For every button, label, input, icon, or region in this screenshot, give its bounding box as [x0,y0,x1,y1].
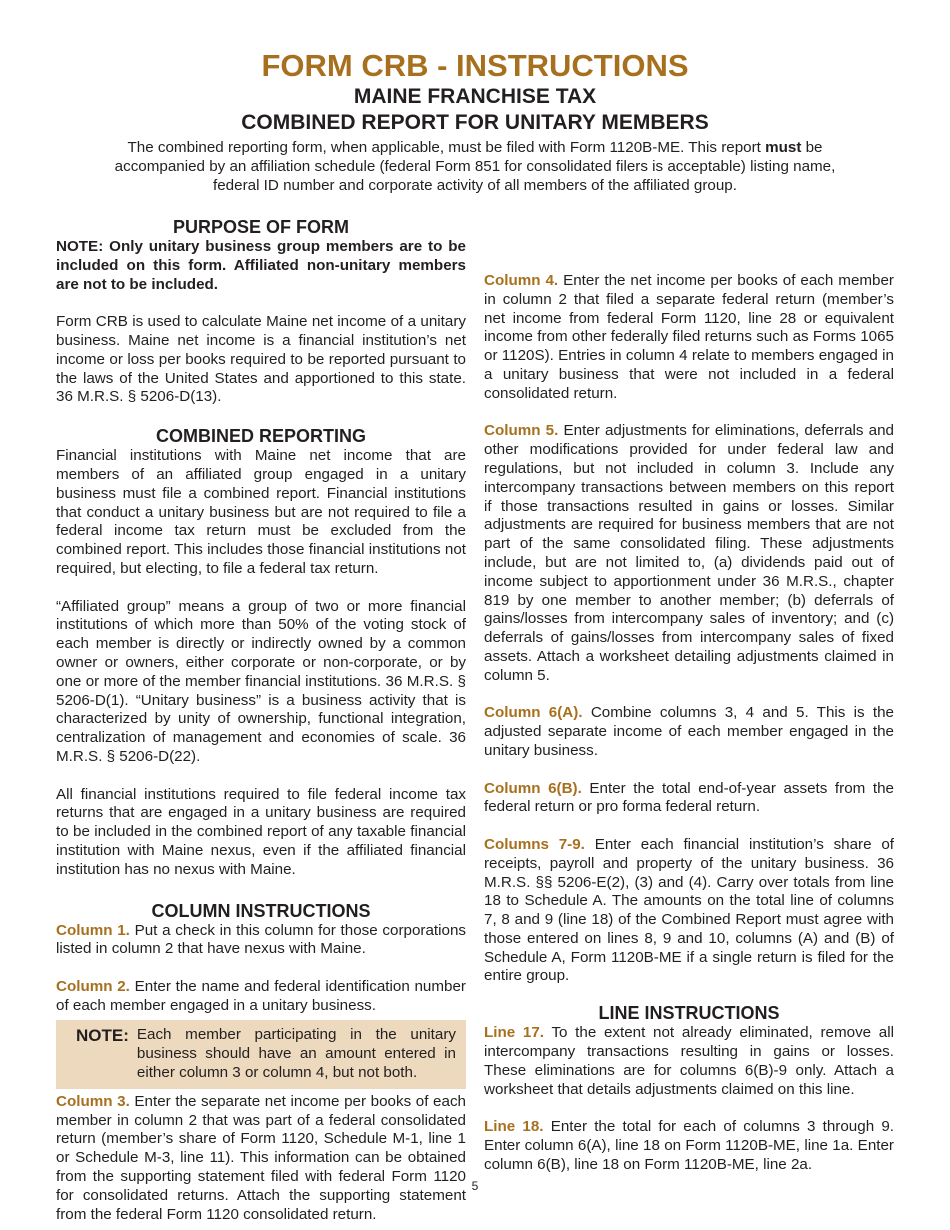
column-3-continued-spacer [484,216,894,272]
column-6a-label: Column 6(A). [484,704,583,722]
intro-paragraph [100,138,850,195]
purpose-heading: PURPOSE OF FORM [172,217,349,237]
line-17-instruction [484,1024,894,1099]
column-5-text: Enter adjustments for eliminations, deferrals and other modifications provided for under federal law and regulations, but not included in column 3. Include any intercompany transactions between members on this report if those transactions resulted in gains or losses. Similar adjustments are required for business members that are not part of the same consolidated filing. These adjustments include, but are not limited to, (a) dividends paid out of income subject to apportionment under 36 M.R.S., chapter 819 by one member to another member; (b) deferrals of gains/losses from intercompany sales of inventory; and (c) deferrals of gains/losses from intercompany sales of fixed assets. Attach a worksheet detailing adjustments claimed in column 5. [484,422,894,684]
column-3-label: Column 3. [56,1092,130,1110]
column-6a-instruction [484,704,894,760]
column-6b-text: Enter the total end-of-year assets from the federal return or pro forma federal return. [484,779,894,816]
columns-7-9-label: Columns 7-9. [484,835,585,853]
intro-must: must [765,139,802,156]
line-18-text: Enter the total for each of columns 3 through 9. Enter column 6(A), line 18 on Form 1120B-ME, line 1a. Enter column 6(B), line 18 on Form 1120B-ME, line 2a. [484,1118,894,1173]
combined-paragraph-1: Financial institutions with Maine net income that are members of an affiliated group engaged in a unitary business must file a combined report. Financial institutions that conduct a unitary business but are not required to file a federal income tax return must be excluded from the combined report. This includes those financial institutions not required, but electing, to file a federal tax return. [56,447,466,577]
column-1-label: Column 1. [56,921,130,939]
column-4-label: Column 4. [484,272,559,289]
column-4-text: Enter the net income per books of each member in column 2 that filed a separate federal return (member’s net income from federal Form 1120, line 28 or equivalent income from other federally filed returns such as Forms 1065 or 1120S). Entries in column 4 relate to members engaged in a unitary business that were not included in a federal consolidated return. [484,272,894,402]
page-number: 5 [471,1179,479,1193]
line-17-label: Line 17. [484,1024,545,1042]
column-2-instruction [56,978,466,1016]
line-17-text: To the extent not already eliminated, remove all intercompany transactions resulting in gains or losses. These eliminations are for columns 6(B)-9 only. Attach a worksheet that details adjustments claimed on this line. [484,1024,894,1098]
form-subtitle-tax: MAINE FRANCHISE TAX [353,85,597,108]
columns-7-9-instruction [484,836,894,986]
column-2-label: Column 2. [56,977,130,995]
column-instructions-heading: COLUMN INSTRUCTIONS [151,900,371,921]
column-3-instruction [56,1093,466,1225]
page-header [0,48,950,195]
column-6b-label: Column 6(B). [484,779,582,797]
line-18-instruction [484,1118,894,1174]
column-2-text: Enter the name and federal identification number of each member engaged in a unitary business. [56,977,466,1014]
column-6a-text: Combine columns 3, 4 and 5. This is the adjusted separate income of each member engaged in the unitary business. [484,704,894,759]
line-instructions-heading: LINE INSTRUCTIONS [598,1003,780,1024]
combined-paragraph-2: “Affiliated group” means a group of two or more financial institutions of which more than 50% of the voting stock of each member is directly or indirectly owned by a common owner or owners, either corporate or non-corporate, or by one or more of the member financial institutions. 36 M.R.S. § 5206-D(1). “Unitary business” is a business activity that is characterized by unity of ownership, functional integration, centralization of management and economies of scale. 36 M.R.S. § 5206-D(22). [56,597,466,765]
note-text: Each member participating in the unitary business should have an amount entered in either column 3 or column 4, but not both. [136,1026,456,1082]
left-column [56,216,466,1224]
column-5-label: Column 5. [484,422,559,440]
column-6b-instruction [484,780,894,818]
combined-heading: COMBINED REPORTING [155,426,366,447]
right-column [484,216,894,1175]
columns-7-9-text: Enter each financial institution’s share of receipts, payroll and property of the unitary business. 36 M.R.S. §§ 5206-E(2), (3) and (4). Carry over totals from line 18 to Schedule A. The amounts on the total line of columns 7, 8 and 9 (line 18) of the Combined Report must agree with those entered on lines 8, 9 and 10, columns (A) and (B) of Schedule A, Form 1120B-ME if a single return is filed for the entire group. [484,835,894,985]
note-box [56,1020,466,1088]
column-1-text: Put a check in this column for those corporations listed in column 2 that have nexus with Maine. [56,921,466,958]
column-5-instruction [484,422,894,685]
note-label: NOTE: [76,1026,129,1046]
purpose-note: NOTE: Only unitary business group members are to be included on this form. Affiliated non-unitary members are not to be included. [56,238,466,293]
purpose-body: Form CRB is used to calculate Maine net income of a unitary business. Maine net income is a financial institution’s net income or loss per books required to be reported pursuant to the laws of the United States and apportioned to this state. 36 M.R.S. § 5206-D(13). [56,313,466,406]
form-subtitle-report: COMBINED REPORT FOR UNITARY MEMBERS [241,111,709,134]
line-18-label: Line 18. [484,1118,544,1136]
combined-paragraph-3: All financial institutions required to file federal income tax returns that are engaged in a unitary business are required to be included in the combined report of any taxable financial institution with Maine nexus, even if the affiliated financial institution has no nexus with Maine. [56,785,466,878]
intro-text-b: be accompanied by an affiliation schedule (federal Form 851 for consolidated filers is acceptable) listing name, federal ID number and corporate activity of all members of the affiliated group. [114,139,836,194]
form-title: FORM CRB - INSTRUCTIONS [261,48,689,83]
column-1-instruction [56,922,466,960]
column-4-instruction [484,272,894,404]
intro-text-a: The combined reporting form, when applicable, must be filed with Form 1120B-ME. This report [127,139,766,156]
column-3-text: Enter the separate net income per books of each member in column 2 that was part of a federal consolidated return (member’s share of Form 1120, Schedule M-1, line 1 or Schedule M-3, line 11). This information can be obtained from the supporting statement filed with federal Form 1120 for consolidated returns. Attach the supporting statement from the federal Form 1120 consolidated return. [56,1092,466,1223]
